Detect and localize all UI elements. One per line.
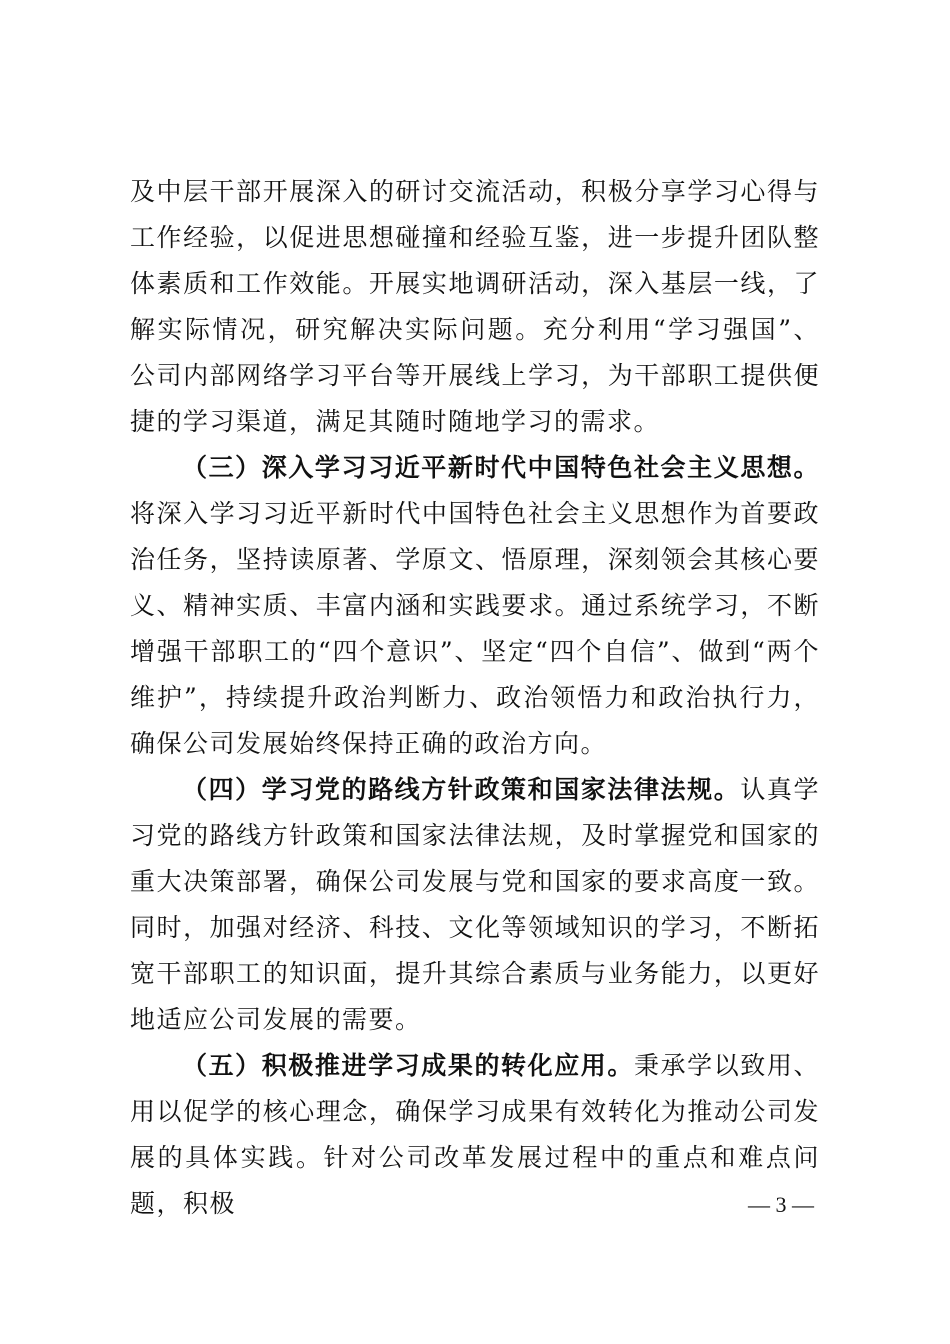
- section-heading-3: （三）深入学习习近平新时代中国特色社会主义思想。: [182, 453, 820, 482]
- paragraph-text: 及中层干部开展深入的研讨交流活动，积极分享学习心得与工作经验，以促进思想碰撞和经验互鉴，进一步提升团队整体素质和工作效能。开展实地调研活动，深入基层一线，了解实际情况，研究解决实际问题。充分利用“学习强国”、公司内部网络学习平台等开展线上学习，为干部职工提供便捷的学习渠道，满足其随时随地学习的需求。: [130, 177, 820, 436]
- paragraph-continuation: [130, 169, 820, 445]
- section-heading-5: （五）积极推进学习成果的转化应用。: [182, 1051, 634, 1080]
- document-body: [130, 169, 820, 1227]
- section-heading-4: （四）学习党的路线方针政策和国家法律法规。: [182, 775, 741, 804]
- paragraph-section-4: [130, 767, 820, 1043]
- paragraph-text: 将深入学习习近平新时代中国特色社会主义思想作为首要政治任务，坚持读原著、学原文、悟原理，深刻领会其核心要义、精神实质、丰富内涵和实践要求。通过系统学习，不断增强干部职工的“四个意识”、坚定“四个自信”、做到“两个维护”，持续提升政治判断力、政治领悟力和政治执行力，确保公司发展始终保持正确的政治方向。: [130, 499, 820, 758]
- page-number: — 3 —: [748, 1192, 814, 1217]
- paragraph-section-3: [130, 445, 820, 767]
- paragraph-text: 秉承学以致用、用以促学的核心理念，确保学习成果有效转化为推动公司发展的具体实践。针对公司改革发展过程中的重点和难点问题，积极: [130, 1051, 820, 1218]
- paragraph-text: 认真学习党的路线方针政策和国家法律法规，及时掌握党和国家的重大决策部署，确保公司发展与党和国家的要求高度一致。同时，加强对经济、科技、文化等领域知识的学习，不断拓宽干部职工的知识面，提升其综合素质与业务能力，以更好地适应公司发展的需要。: [130, 775, 820, 1034]
- paragraph-section-5: [130, 1043, 820, 1227]
